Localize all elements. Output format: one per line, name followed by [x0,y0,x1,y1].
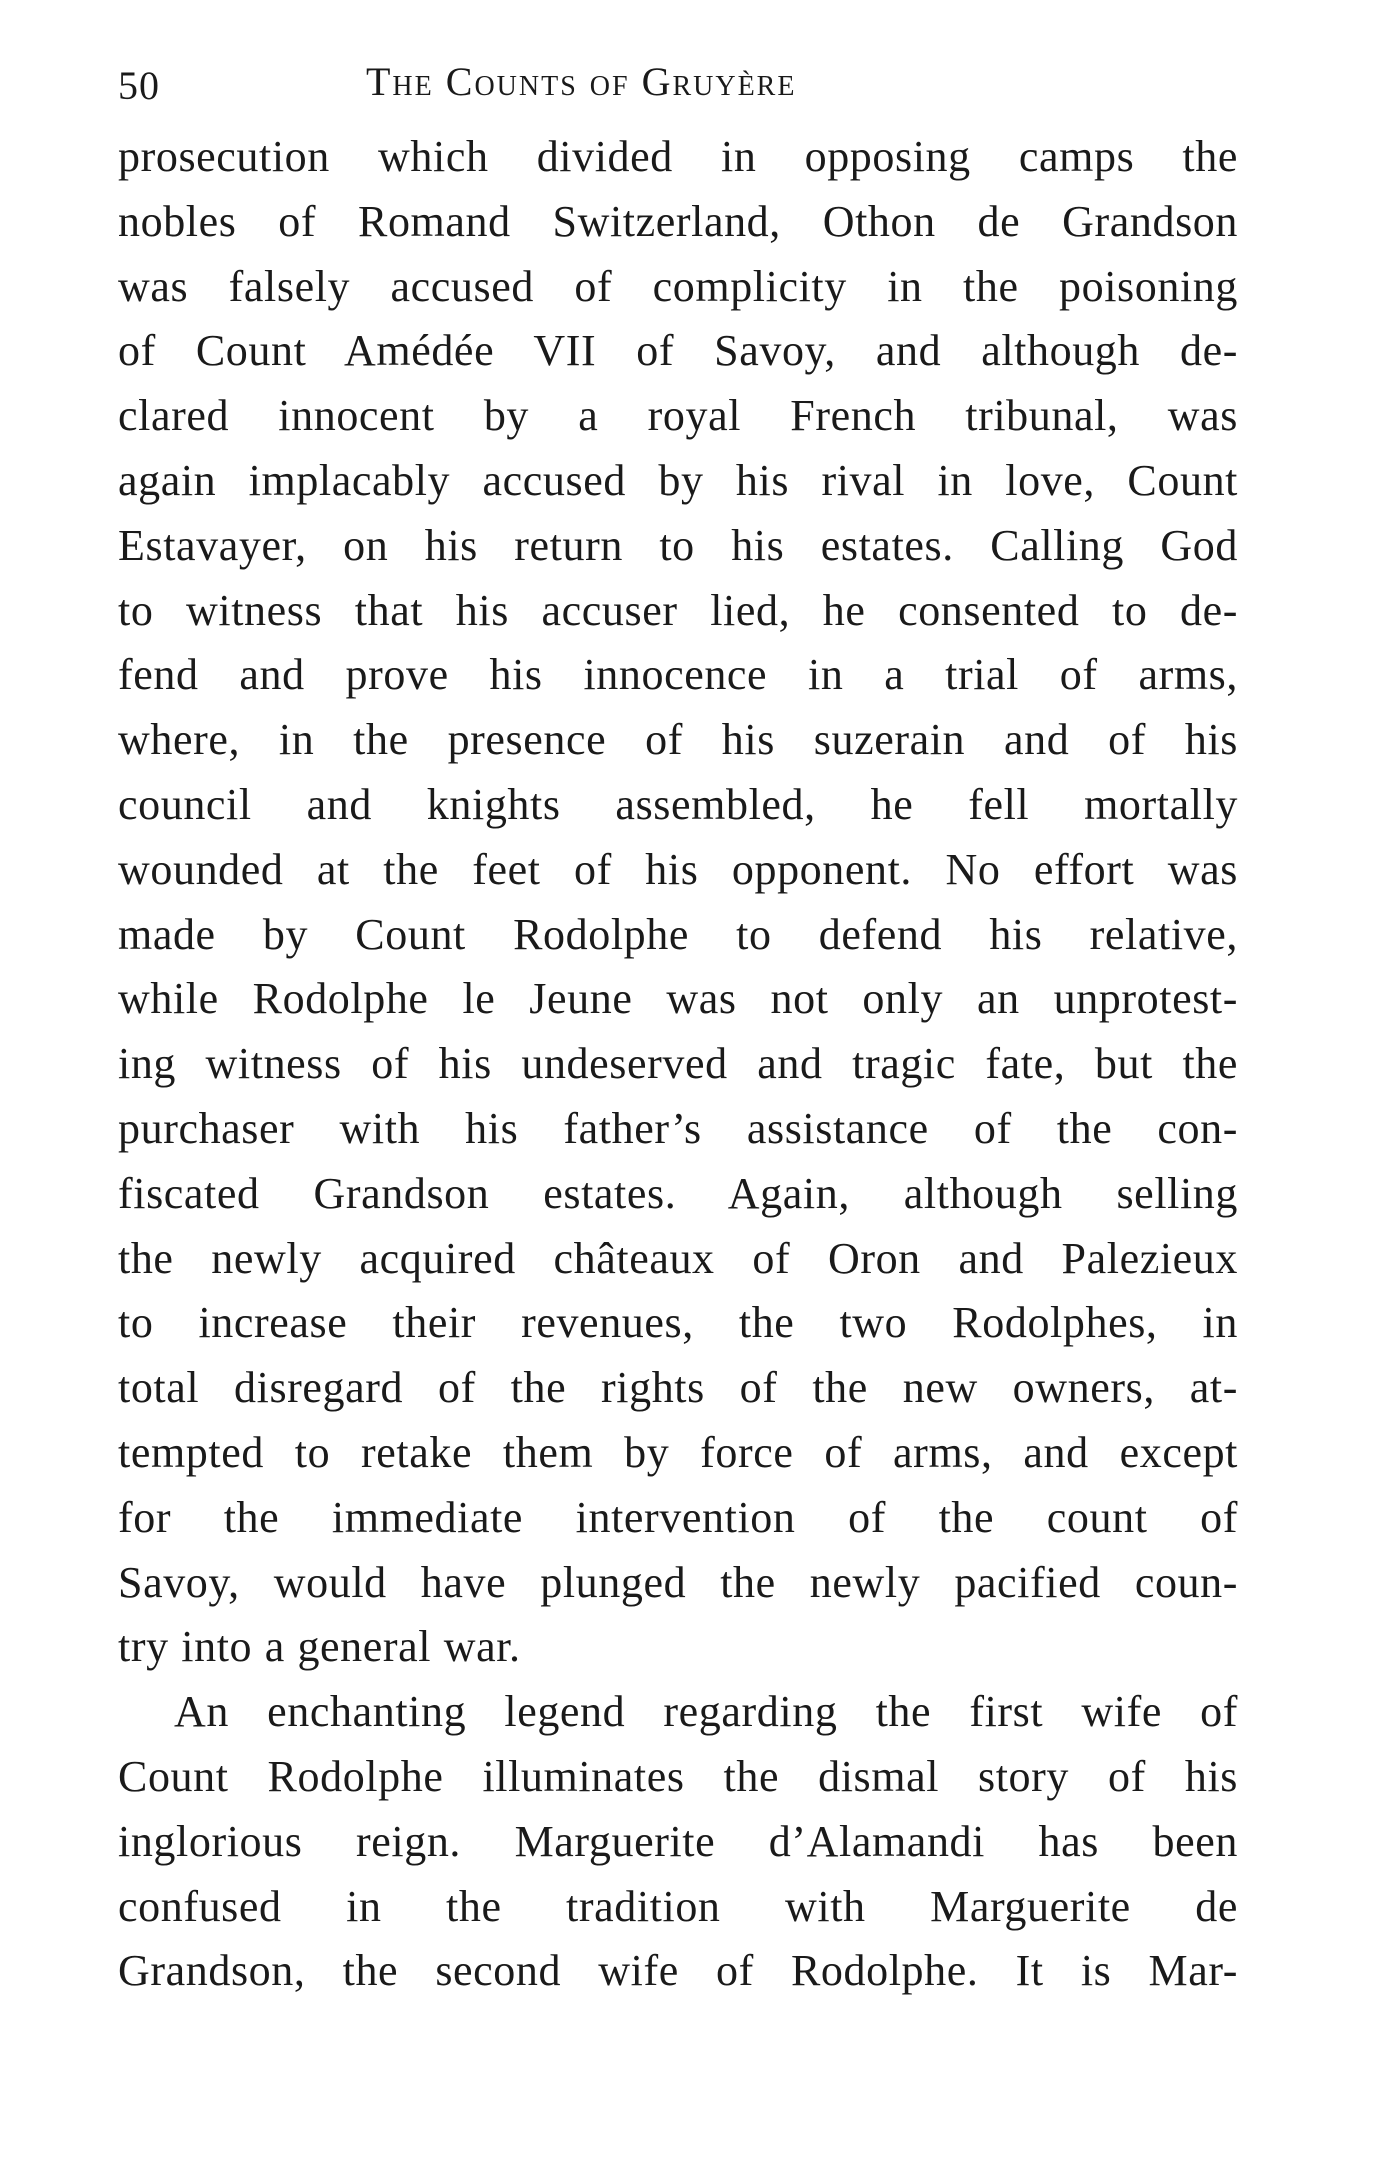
text-line: for the immediate intervention of the count of [118,1492,1238,1542]
page-number: 50 [118,63,160,108]
text-line: clared innocent by a royal French tribunal, was [118,391,1238,441]
running-title: The Counts of Gruyère [366,59,797,104]
text-line: try into a general war. [118,1622,521,1672]
text-line: tempted to retake them by force of arms, and except [118,1427,1238,1477]
text-line: An enchanting legend regarding the first wife of [174,1687,1238,1737]
paragraph-2 [118,1680,1238,2004]
text-line: fend and prove his innocence in a trial of arms, [118,650,1238,700]
text-line: Savoy, would have plunged the newly pacified coun- [118,1557,1238,1607]
text-line: to increase their revenues, the two Rodolphes, in [118,1298,1238,1348]
text-line: total disregard of the rights of the new owners, at- [118,1363,1238,1413]
paragraph-1 [118,125,1238,1680]
text-line: where, in the presence of his suzerain and of his [118,715,1238,765]
text-line: inglorious reign. Marguerite d’Alamandi has been [118,1816,1238,1866]
text-line: Grandson, the second wife of Rodolphe. It is Mar- [118,1946,1238,1996]
text-line: ing witness of his undeserved and tragic fate, but the [118,1039,1238,1089]
text-line: purchaser with his father’s assistance of the con- [118,1103,1238,1153]
text-line: of Count Amédée VII of Savoy, and although de- [118,326,1238,376]
book-page [118,0,1238,2160]
text-line: confused in the tradition with Marguerite de [118,1881,1238,1931]
text-line: Count Rodolphe illuminates the dismal story of his [118,1751,1238,1801]
text-line: to witness that his accuser lied, he consented to de- [118,585,1238,635]
running-head [118,54,1238,114]
text-line: prosecution which divided in opposing camps the [118,132,1238,181]
text-line: wounded at the feet of his opponent. No effort was [118,844,1238,894]
text-line: council and knights assembled, he fell mortally [118,779,1238,829]
text-line: again implacably accused by his rival in love, Count [118,455,1238,505]
text-line: while Rodolphe le Jeune was not only an unprotest- [118,974,1238,1024]
text-line: the newly acquired châteaux of Oron and Palezieux [118,1233,1238,1283]
body-text [118,125,1238,2004]
text-line: was falsely accused of complicity in the poisoning [118,261,1238,311]
text-line: made by Count Rodolphe to defend his relative, [118,909,1238,959]
text-line: Estavayer, on his return to his estates. Calling God [118,520,1238,570]
text-line: fiscated Grandson estates. Again, although selling [118,1168,1238,1218]
text-line: nobles of Romand Switzerland, Othon de Grandson [118,196,1238,246]
